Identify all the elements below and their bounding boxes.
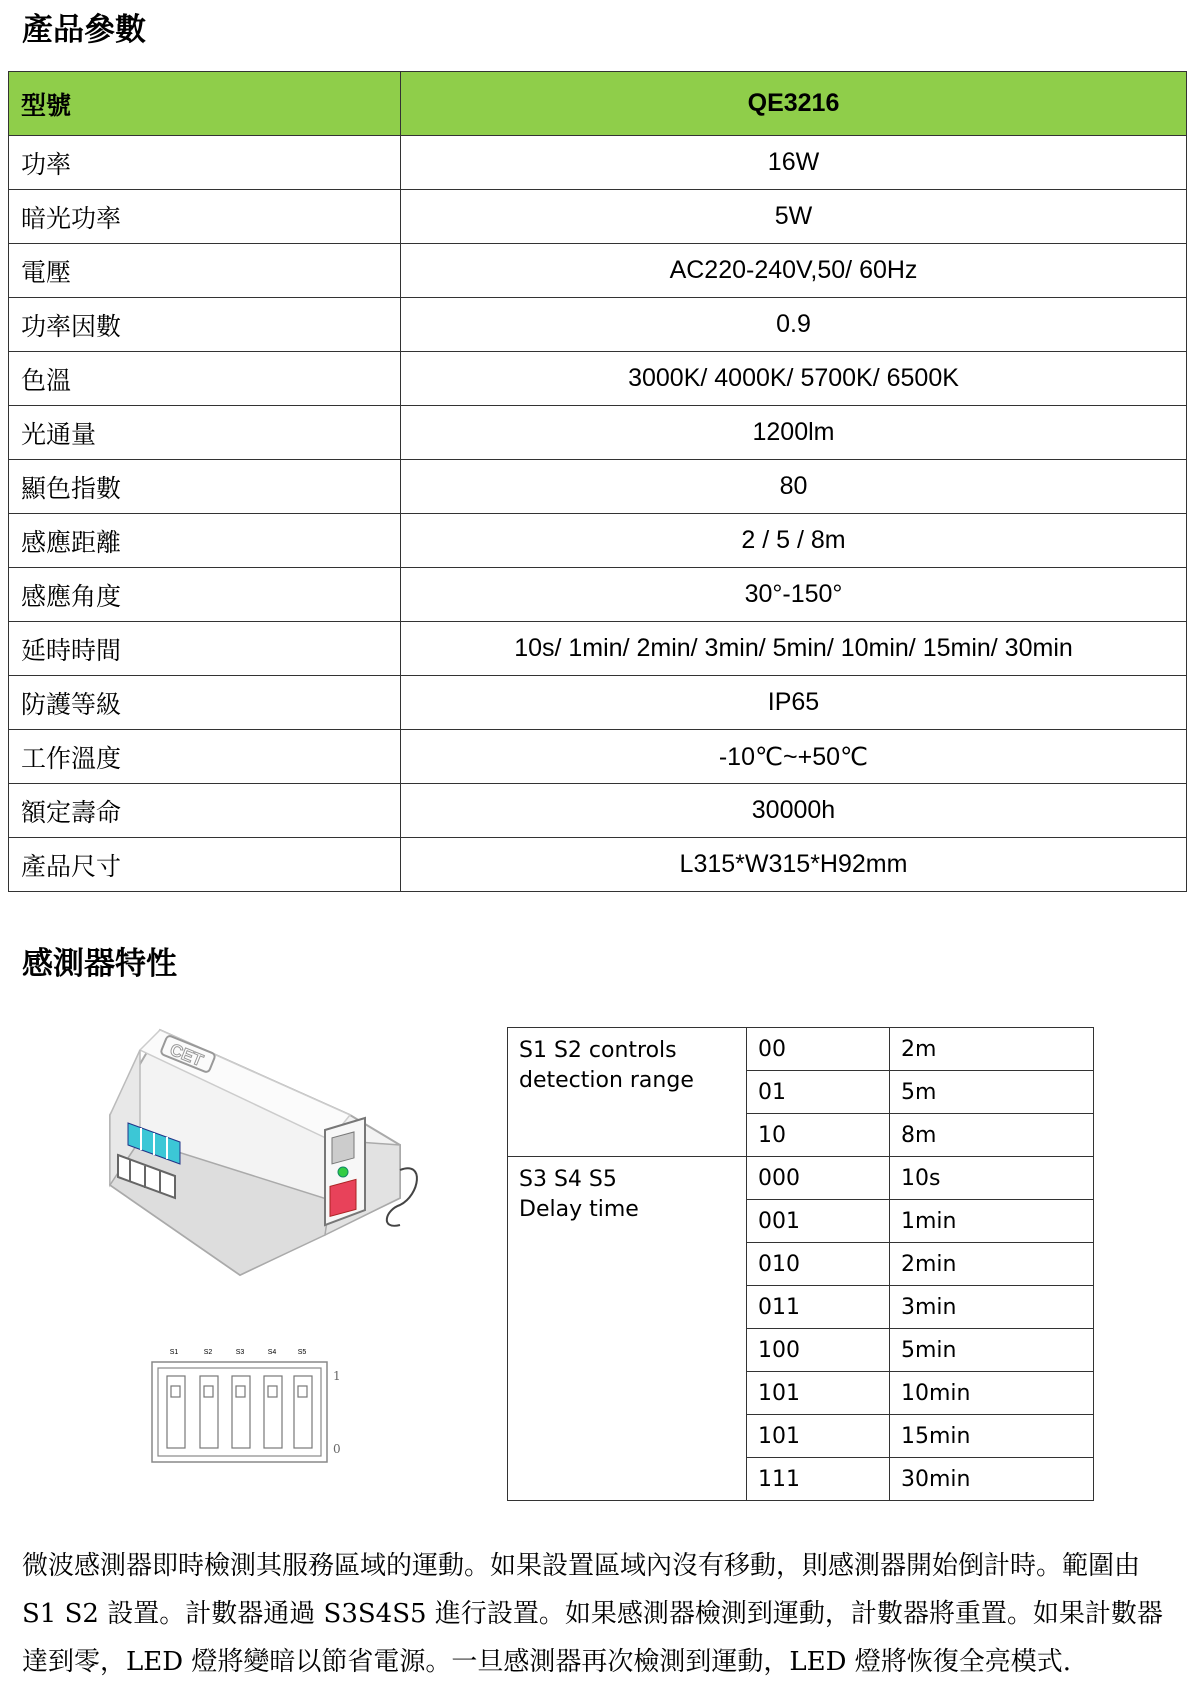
- sensor-description: 微波感測器即時檢測其服務區域的運動。如果設置區域內沒有移動，則感測器開始倒計時。範圍由 S1 S2 設置。計數器通過 S3S4S5 進行設置。如果感測器檢測到運動，計數器將重置。如果計數器達到零，LED 燈將變暗以節省電源。一旦感測器再次檢測到運動，LED 燈將恢復全亮模式.: [22, 1551, 1163, 1677]
- spec-row: [9, 838, 1187, 892]
- dip-value: 30min: [890, 1458, 1094, 1501]
- range-label-line1: S1 S2 controls: [519, 1038, 677, 1063]
- dip-value: 5min: [890, 1329, 1094, 1372]
- dip-value: 15min: [890, 1415, 1094, 1458]
- spec-row: [9, 136, 1187, 190]
- dip-code: 000: [747, 1157, 890, 1200]
- range-label-cell: [508, 1028, 747, 1157]
- switch-label-s1: S1: [169, 1349, 179, 1356]
- dip-code: 101: [747, 1372, 890, 1415]
- dip-code: 00: [747, 1028, 890, 1071]
- spec-header-key: 型號: [9, 72, 401, 136]
- switch-label-s5: S5: [297, 1349, 307, 1356]
- dip-switch-figure: [150, 1340, 360, 1469]
- spec-key: 功率: [9, 136, 401, 190]
- spec-key: 工作溫度: [9, 730, 401, 784]
- switch-label-s3: S3: [235, 1349, 245, 1356]
- dip-off-label: 0: [333, 1442, 341, 1456]
- switch-label-s4: S4: [267, 1349, 277, 1356]
- dip-code: 101: [747, 1415, 890, 1458]
- spec-value: 3000K/ 4000K/ 5700K/ 6500K: [401, 352, 1187, 406]
- spec-value: 16W: [401, 136, 1187, 190]
- spec-table: [8, 71, 1187, 892]
- section-title-product-params: 產品參數: [22, 12, 146, 48]
- dip-value: 10min: [890, 1372, 1094, 1415]
- dip-value: 2m: [890, 1028, 1094, 1071]
- dip-code: 10: [747, 1114, 890, 1157]
- dip-value: 3min: [890, 1286, 1094, 1329]
- spec-value: 5W: [401, 190, 1187, 244]
- dip-row: [508, 1157, 1094, 1200]
- spec-row: [9, 676, 1187, 730]
- dip-code: 111: [747, 1458, 890, 1501]
- dip-code: 001: [747, 1200, 890, 1243]
- spec-key: 光通量: [9, 406, 401, 460]
- spec-row: [9, 406, 1187, 460]
- dip-code: 011: [747, 1286, 890, 1329]
- spec-key: 額定壽命: [9, 784, 401, 838]
- spec-row: [9, 784, 1187, 838]
- spec-value: IP65: [401, 676, 1187, 730]
- spec-header-row: [9, 72, 1187, 136]
- spec-key: 暗光功率: [9, 190, 401, 244]
- spec-key: 感應角度: [9, 568, 401, 622]
- spec-key: 防護等級: [9, 676, 401, 730]
- spec-value: 80: [401, 460, 1187, 514]
- dip-on-label: 1: [333, 1369, 341, 1383]
- spec-row: [9, 352, 1187, 406]
- spec-row: [9, 568, 1187, 622]
- spec-row: [9, 514, 1187, 568]
- control-panel-icon: [325, 1118, 365, 1225]
- spec-value: 0.9: [401, 298, 1187, 352]
- spec-key: 產品尺寸: [9, 838, 401, 892]
- spec-value: 2 / 5 / 8m: [401, 514, 1187, 568]
- spec-key: 顯色指數: [9, 460, 401, 514]
- spec-key: 色溫: [9, 352, 401, 406]
- spec-row: [9, 190, 1187, 244]
- delay-label-line1: S3 S4 S5: [519, 1167, 617, 1192]
- dip-value: 2min: [890, 1243, 1094, 1286]
- spec-key: 電壓: [9, 244, 401, 298]
- dip-value: 1min: [890, 1200, 1094, 1243]
- spec-row: [9, 244, 1187, 298]
- range-label-line2: detection range: [519, 1068, 694, 1093]
- dip-switch-table: [507, 1027, 1094, 1501]
- dip-value: 8m: [890, 1114, 1094, 1157]
- delay-label-line2: Delay time: [519, 1197, 639, 1222]
- switch-label-s2: S2: [203, 1349, 213, 1356]
- spec-value: 30°-150°: [401, 568, 1187, 622]
- cet-logo-text: CET: [167, 1039, 206, 1071]
- spec-key: 延時時間: [9, 622, 401, 676]
- spec-row: [9, 298, 1187, 352]
- spec-header-value: QE3216: [401, 72, 1187, 136]
- spec-key: 功率因數: [9, 298, 401, 352]
- delay-label-cell: [508, 1157, 747, 1501]
- dip-code: 100: [747, 1329, 890, 1372]
- dip-code: 010: [747, 1243, 890, 1286]
- dip-value: 5m: [890, 1071, 1094, 1114]
- sensor-module-illustration: [100, 1020, 420, 1290]
- section-title-sensor-features: 感測器特性: [22, 946, 177, 982]
- spec-value: L315*W315*H92mm: [401, 838, 1187, 892]
- spec-value: AC220-240V,50/ 60Hz: [401, 244, 1187, 298]
- dip-row: [508, 1028, 1094, 1071]
- spec-row: [9, 730, 1187, 784]
- dip-code: 01: [747, 1071, 890, 1114]
- spec-value: -10℃~+50℃: [401, 730, 1187, 784]
- spec-row: [9, 460, 1187, 514]
- spec-row: [9, 622, 1187, 676]
- spec-key: 感應距離: [9, 514, 401, 568]
- spec-value: 30000h: [401, 784, 1187, 838]
- dip-value: 10s: [890, 1157, 1094, 1200]
- spec-value: 1200lm: [401, 406, 1187, 460]
- spec-value: 10s/ 1min/ 2min/ 3min/ 5min/ 10min/ 15min/ 30min: [401, 622, 1187, 676]
